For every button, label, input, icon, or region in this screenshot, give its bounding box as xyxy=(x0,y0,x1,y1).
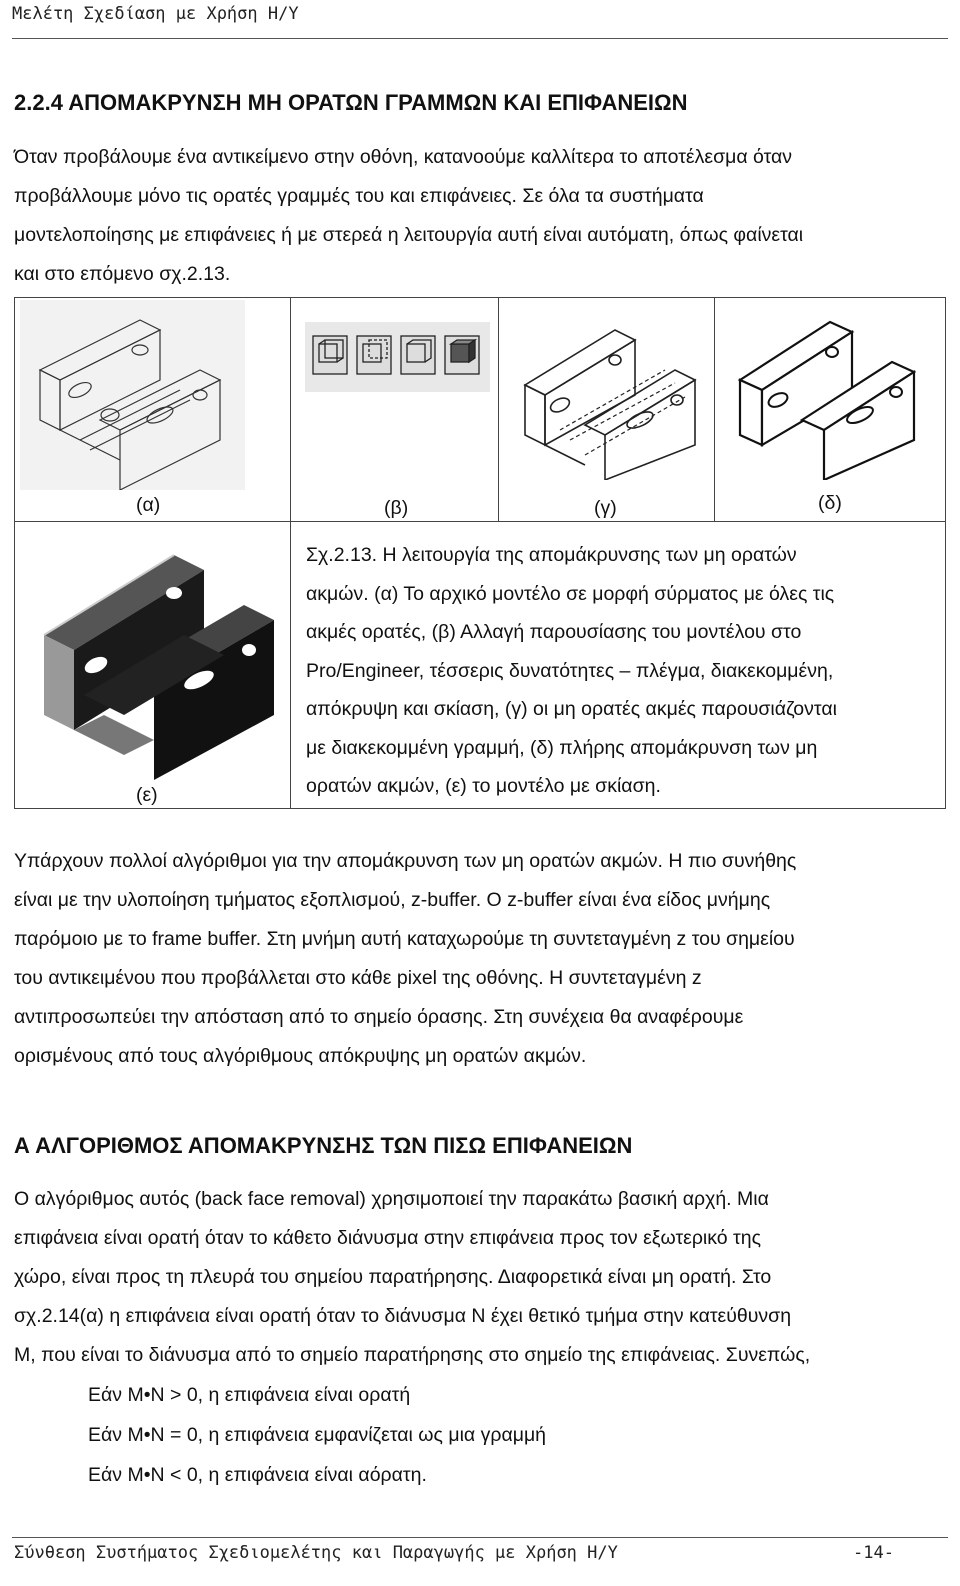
caption-line: ακμών. (α) Το αρχικό μοντέλο σε μορφή σύρματος με όλες τις xyxy=(306,582,835,605)
paragraph-line: αντιπροσωπεύει την απόσταση από το σημείο όρασης. Στη συνέχεια θα αναφέρουμε xyxy=(14,1006,744,1028)
footer-divider xyxy=(12,1537,948,1538)
page-footer: Σύνθεση Συστήματος Σχεδιομελέτης και Παραγωγής με Χρήση Η/Υ xyxy=(14,1543,618,1563)
intro-line: Όταν προβάλουμε ένα αντικείμενο στην οθόνη, κατανοούμε καλλίτερα το αποτέλεσμα όταν xyxy=(14,146,793,168)
caption-line: απόκρυψη και σκίαση, (γ) οι μη ορατές ακμές παρουσιάζονται xyxy=(306,698,837,720)
backface-paragraph xyxy=(14,1180,944,1375)
figure-divider-vertical xyxy=(290,297,291,809)
formula-line: Εάν Μ•Ν = 0, η επιφάνεια εμφανίζεται ως μια γραμμή xyxy=(88,1424,547,1446)
paragraph-line: είναι με την υλοποίηση τμήματος εξοπλισμού, z-buffer. Ο z-buffer είναι ένα είδος μνήμης xyxy=(14,889,771,911)
paragraph-line: του αντικειμένου που προβάλλεται στο κάθε pixel της οθόνης. Η συντεταγμένη z xyxy=(14,967,702,989)
wireframe-model-image xyxy=(20,300,245,490)
figure-divider-vertical xyxy=(714,297,715,521)
figure-label-b: (β) xyxy=(384,497,409,519)
paragraph-line: σχ.2.14(α) η επιφάνεια είναι ορατή όταν το διάνυσμα Ν έχει θετικό τμήμα στην κατεύθυνση xyxy=(14,1305,792,1327)
figure-label-c: (γ) xyxy=(594,497,617,519)
intro-line: προβάλλουμε μόνο τις ορατές γραμμές του και επιφάνειες. Σε όλα τα συστήματα xyxy=(14,185,704,207)
page-number: -14- xyxy=(853,1543,894,1563)
paragraph-line: Υπάρχουν πολλοί αλγόριθμοι για την απομάκρυνση των μη ορατών ακμών. Η πιο συνήθης xyxy=(14,850,797,872)
figure-label-e: (ε) xyxy=(136,784,158,806)
figure-caption xyxy=(306,536,926,806)
intro-paragraph xyxy=(14,138,944,294)
caption-line: Σχ.2.13. Η λειτουργία της απομάκρυνσης των μη ορατών xyxy=(306,544,797,566)
paragraph-line: Ο αλγόριθμος αυτός (back face removal) χρησιμοποιεί την παρακάτω βασική αρχή. Μια xyxy=(14,1188,769,1210)
display-mode-toolbar-image xyxy=(305,322,490,392)
subsection-heading: Α ΑΛΓΟΡΙΘΜΟΣ ΑΠΟΜΑΚΡΥΝΣΗΣ ΤΩΝ ΠΙΣΩ ΕΠΙΦΑΝΕΙΩΝ xyxy=(14,1133,633,1158)
intro-line: μοντελοποίησης με επιφάνειες ή με στερεά η λειτουργία αυτή είναι αυτόματη, όπως φαίνεται xyxy=(14,224,804,246)
dashed-hidden-lines-image xyxy=(515,305,700,480)
formula-invisible: Εάν Μ•Ν < 0, η επιφάνεια είναι αόρατη. xyxy=(88,1464,427,1486)
page-header: Μελέτη Σχεδίαση με Χρήση Η/Υ xyxy=(12,4,299,24)
caption-line: ακμές ορατές, (β) Αλλαγή παρουσίασης του μοντέλου στο xyxy=(306,621,802,643)
paragraph-line: Μ, που είναι το διάνυσμα από το σημείο παρατήρησης στο σημείο της επιφάνειας. Συνεπώς, xyxy=(14,1344,811,1366)
intro-line: και στο επόμενο σχ.2.13. xyxy=(14,263,231,285)
figure-divider-vertical xyxy=(498,297,499,521)
caption-line: ορατών ακμών, (ε) το μοντέλο με σκίαση. xyxy=(306,775,661,797)
formula-visible: Εάν Μ•Ν > 0, η επιφάνεια είναι ορατή xyxy=(88,1384,411,1406)
caption-line: Pro/Engineer, τέσσερις δυνατότητες – πλέγμα, διακεκομμένη, xyxy=(306,659,834,682)
hidden-removed-image xyxy=(730,300,925,480)
figure-label-d: (δ) xyxy=(818,492,842,514)
paragraph-line: παρόμοιο με το frame buffer. Στη μνήμη αυτή καταχωρούμε τη συντεταγμένη z του σημείου xyxy=(14,928,795,950)
paragraph-line: χώρο, είναι προς τη πλευρά του σημείου παρατήρησης. Διαφορετικά είναι μη ορατή. Στο xyxy=(14,1266,772,1288)
header-divider xyxy=(12,38,948,39)
figure-label-a: (α) xyxy=(136,494,161,516)
zbuffer-paragraph xyxy=(14,842,944,1076)
figure-divider-horizontal xyxy=(14,521,946,522)
caption-line: με διακεκομμένη γραμμή, (δ) πλήρης απομάκρυνση των μη xyxy=(306,736,818,759)
paragraph-line: ορισμένους από τους αλγόριθμους απόκρυψης μη ορατών ακμών. xyxy=(14,1045,587,1067)
shaded-model-image xyxy=(24,525,282,780)
section-heading: 2.2.4 ΑΠΟΜΑΚΡΥΝΣΗ ΜΗ ΟΡΑΤΩΝ ΓΡΑΜΜΩΝ ΚΑΙ ΕΠΙΦΑΝΕΙΩΝ xyxy=(14,90,688,115)
paragraph-line: επιφάνεια είναι ορατή όταν το κάθετο διάνυσμα στην επιφάνεια προς τον εξωτερικό της xyxy=(14,1227,761,1249)
